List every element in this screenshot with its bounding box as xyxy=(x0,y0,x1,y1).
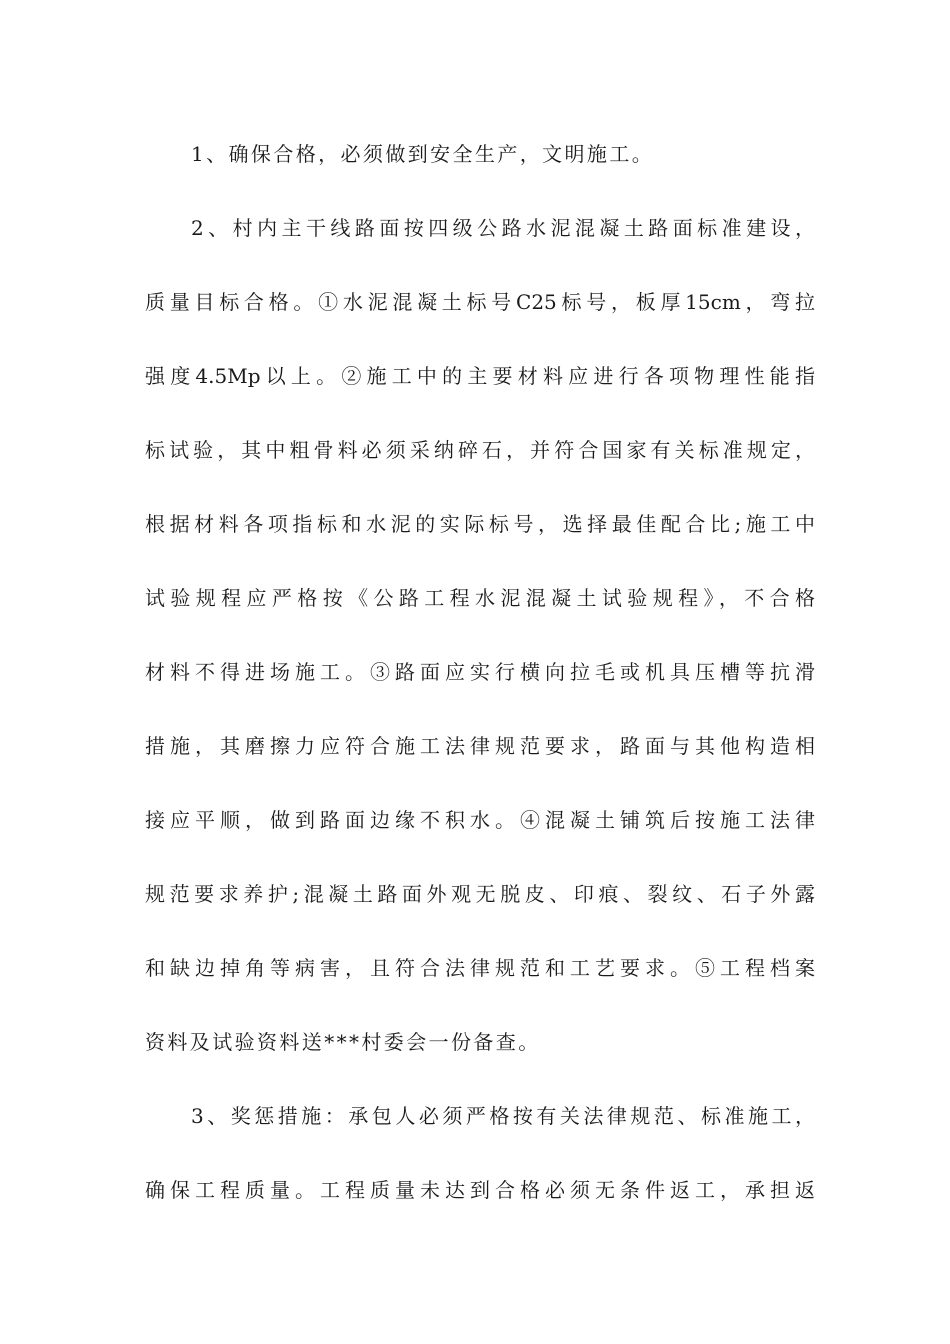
paragraph-item-2-line-7: 材料不得进场施工。③路面应实行横向拉毛或机具压槽等抗滑 xyxy=(145,660,815,684)
paragraph-item-2-line-11: 和缺边掉角等病害，且符合法律规范和工艺要求。⑤工程档案 xyxy=(145,956,815,980)
paragraph-item-2-line-4: 标试验，其中粗骨料必须采纳碎石，并符合国家有关标准规定， xyxy=(145,438,815,462)
paragraph-item-2-line-9: 接应平顺，做到路面边缘不积水。④混凝土铺筑后按施工法律 xyxy=(145,808,815,832)
paragraph-item-2-line-8: 措施，其磨擦力应符合施工法律规范要求，路面与其他构造相 xyxy=(145,734,815,758)
paragraph-item-2-line-5: 根据材料各项指标和水泥的实际标号，选择最佳配合比;施工中 xyxy=(145,512,815,536)
paragraph-item-2-line-2: 质量目标合格。①水泥混凝土标号C25标号，板厚15cm，弯拉 xyxy=(145,290,815,314)
paragraph-item-2-line-6: 试验规程应严格按《公路工程水泥混凝土试验规程》，不合格 xyxy=(145,586,815,610)
paragraph-item-2-line-1: 2、村内主干线路面按四级公路水泥混凝土路面标准建设， xyxy=(191,216,815,240)
paragraph-item-2-line-12: 资料及试验资料送***村委会一份备查。 xyxy=(145,1030,541,1054)
paragraph-item-2-line-10: 规范要求养护;混凝土路面外观无脱皮、印痕、裂纹、石子外露 xyxy=(145,882,815,906)
paragraph-item-2-line-3: 强度4.5Mp以上。②施工中的主要材料应进行各项物理性能指 xyxy=(145,364,815,388)
paragraph-item-3-line-1: 3、奖惩措施：承包人必须严格按有关法律规范、标准施工， xyxy=(191,1104,815,1128)
paragraph-item-1-line-1: 1、确保合格，必须做到安全生产，文明施工。 xyxy=(191,142,655,166)
paragraph-item-3-line-2: 确保工程质量。工程质量未达到合格必须无条件返工，承担返 xyxy=(145,1178,815,1202)
